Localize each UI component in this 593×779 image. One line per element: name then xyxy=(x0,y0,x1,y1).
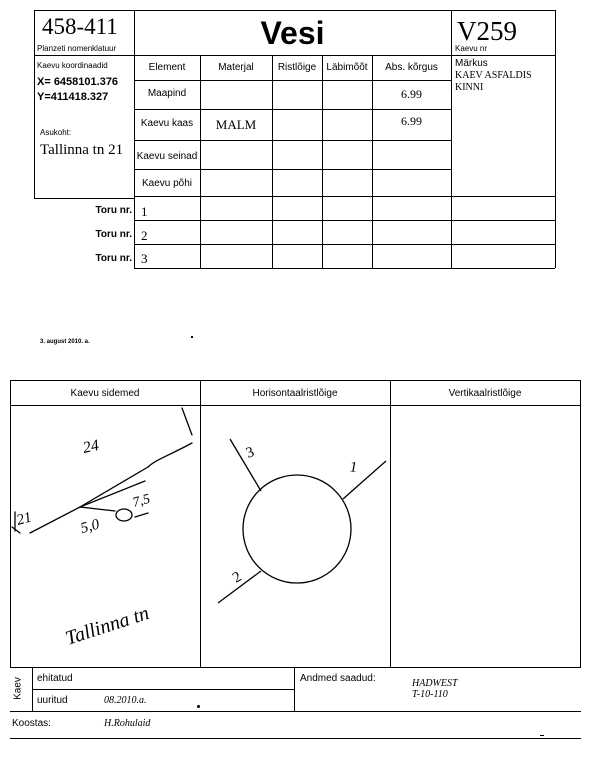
th-cross: Ristlõige xyxy=(277,62,317,73)
row-element: Kaevu seinad xyxy=(136,151,198,162)
well-number: V259 xyxy=(457,16,517,46)
author-value: H.Rohulaid xyxy=(104,718,151,729)
pipe-label: Toru nr. xyxy=(95,205,132,216)
sketch-text-24: 24 xyxy=(81,436,101,457)
sketch-stroke xyxy=(135,513,148,517)
row-abs: 6.99 xyxy=(401,87,422,101)
surveyed-value: 08.2010.a. xyxy=(104,695,147,706)
sketch-text-75: 7,5 xyxy=(131,491,152,511)
pipe-label-1: 1 xyxy=(348,459,359,477)
row-element: Kaevu kaas xyxy=(140,118,194,129)
sketch-stroke xyxy=(182,408,192,435)
row-line-3 xyxy=(134,140,451,141)
th-element: Element xyxy=(148,62,186,73)
location-label: Asukoht: xyxy=(40,128,72,137)
sketch-col-title: Kaevu sidemed xyxy=(70,388,140,399)
scan-dot xyxy=(197,705,200,708)
th-abs: Abs. kõrgus xyxy=(385,62,438,73)
footer-bottom-line xyxy=(10,711,581,712)
th-material: Materjal xyxy=(218,62,254,73)
row-line-5 xyxy=(134,196,555,197)
side-label: Kaev xyxy=(12,677,24,700)
row-abs: 6.99 xyxy=(401,114,422,128)
scan-speck xyxy=(191,336,193,338)
pipe-number: 3 xyxy=(141,251,148,266)
nomenclature: 458-411 xyxy=(42,14,118,39)
surveyed-label: uuritud xyxy=(37,695,68,706)
horizontal-cross-section xyxy=(200,405,390,667)
sketch-col-title: Horisontaalristlõige xyxy=(252,388,338,399)
data-value-1: HADWEST xyxy=(412,678,458,689)
col-line-1 xyxy=(200,55,201,268)
col-line-2 xyxy=(272,55,273,268)
sketch-right-line xyxy=(580,380,581,668)
row-line-2 xyxy=(134,109,451,110)
footer-mid-line xyxy=(294,667,295,711)
th-diameter: Läbimõõt xyxy=(326,62,368,73)
sketch-stroke xyxy=(80,507,115,511)
sketch-col-title: Vertikaalristlõige xyxy=(448,388,522,399)
scan-speck xyxy=(540,735,544,736)
data-label: Andmed saadud: xyxy=(300,673,376,684)
sketch-top-line xyxy=(10,380,581,381)
pipe-label: Toru nr. xyxy=(95,253,132,264)
remarks-text-2: KINNI xyxy=(455,82,484,93)
row-line-8 xyxy=(134,268,555,269)
data-value-2: T-10-110 xyxy=(412,689,448,700)
footer-end-line xyxy=(10,738,581,739)
well-number-label: Kaevu nr xyxy=(455,44,488,53)
footer-top-line xyxy=(10,667,581,668)
pipe-number: 1 xyxy=(141,204,148,219)
well-circle xyxy=(116,509,132,521)
location-sketch xyxy=(10,405,200,667)
sketch-stroke xyxy=(148,443,192,467)
pipe-label-2: 2 xyxy=(230,568,245,587)
remarks-col-divider xyxy=(451,10,452,268)
coords-label: Kaevu koordinaadid xyxy=(37,61,108,70)
pipe-label-3: 3 xyxy=(243,444,257,462)
page-title: Vesi xyxy=(260,15,325,51)
sketch-text-21: 21 xyxy=(14,509,34,529)
pipe-label: Toru nr. xyxy=(95,229,132,240)
row-line-7 xyxy=(134,244,555,245)
sketch-text-50: 5,0 xyxy=(78,516,102,537)
row-element: Maapind xyxy=(147,88,187,99)
remarks-label: Märkus xyxy=(455,58,488,69)
form-left-bottom-line xyxy=(34,198,134,199)
row-material: MALM xyxy=(215,117,257,132)
form-right-line xyxy=(555,10,556,268)
form-left-line xyxy=(34,10,35,198)
row-line-1 xyxy=(134,80,451,81)
date: 3. august 2010. a. xyxy=(40,339,90,345)
sketch-stroke xyxy=(30,507,80,533)
coord-y: Y=411418.327 xyxy=(37,91,109,103)
row-element: Kaevu põhi xyxy=(141,178,193,189)
col-line-3 xyxy=(322,55,323,268)
sketch-street-name: Tallinna tn xyxy=(62,602,152,650)
footer-row-line xyxy=(32,689,294,690)
coord-x: X= 6458101.376 xyxy=(37,76,119,88)
nomenclature-label: Planzeti nomenklatuur xyxy=(37,44,117,53)
remarks-header-line xyxy=(451,55,555,56)
row-line-6 xyxy=(134,220,555,221)
pipe-number: 2 xyxy=(141,228,148,243)
sketch-col-line-2 xyxy=(390,380,391,668)
row-line-4 xyxy=(134,169,451,170)
location-value: Tallinna tn 21 xyxy=(40,142,124,158)
built-label: ehitatud xyxy=(37,673,73,684)
author-label: Koostas: xyxy=(12,718,51,729)
remarks-text-1: KAEV ASFALDIS xyxy=(455,70,532,81)
manhole-circle xyxy=(243,475,351,583)
